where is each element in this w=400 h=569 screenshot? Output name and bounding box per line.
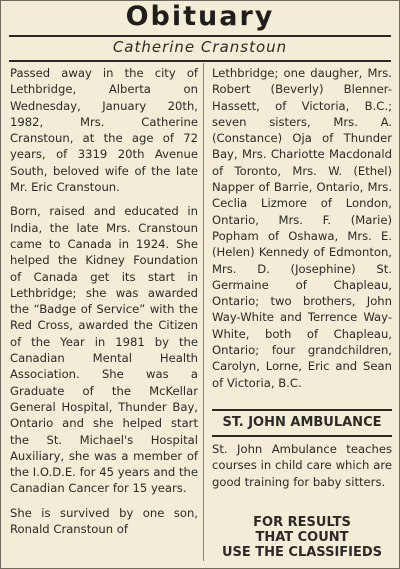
- box-rule-bottom: [212, 435, 392, 437]
- obituary-paragraph-biography: Born, raised and educated in India, the late Mrs. Cranstoun came to Canada in 1924. She helped the Kidney Foundation of Canada get its start in Lethbridge; she was awarded the “Badge of Service” with the Red Cross, awarded the Citizen of the Year in 1981 by the Canadian Mental Health Association. She was a Graduate of the McKellar General Hospital, Thunder Bay, Ontario and she helped start the St. Michael's Hospital Auxiliary, she was a member of the I.O.D.E. for 45 years and the Canadian Cancer for 15 years.: [10, 204, 198, 496]
- classifieds-ad: [212, 515, 392, 560]
- st-john-ambulance-heading: ST. JOHN AMBULANCE: [222, 415, 382, 430]
- obituary-paragraph-survivors: She is survived by one son, Ronald Cranstoun of: [10, 505, 198, 537]
- classifieds-ad-line-2: THAT COUNT: [255, 530, 349, 545]
- page-title: Obituary: [125, 1, 275, 32]
- header-rule-bottom: [9, 60, 391, 62]
- column-divider: [203, 63, 204, 561]
- obituary-column-right: [212, 65, 392, 399]
- obituary-paragraph-survivors-continued: Lethbridge; one daugher, Mrs. Robert (Beverly) Blenner-Hassett, of Victoria, B.C.; seven sisters, Mrs. A. (Constance) Oja of Thunder Bay, Mrs. Chariotte Macdonald of Toronto, Mrs. W. (Ethel) Napper of Barrie, Ontario, Mrs. Ceclia Lizmore of London, Ontario, Mrs. F. (Marie) Popham of Oshawa, Mrs. E. (Helen) Kennedy of Edmonton, Mrs. D. (Josephine) St. Germaine of Chapleau, Ontario; two brothers, John Way-White and Terrence Way-White, both of Chapleau, Ontario; four grandchildren, Carolyn, Lorne, Eric and Sean of Victoria, B.C.: [212, 66, 392, 390]
- classifieds-ad-line-1: FOR RESULTS: [253, 515, 351, 530]
- masthead: [1, 1, 399, 33]
- deceased-name: Catherine Cranstoun: [112, 38, 288, 56]
- obituary-paragraph-death-notice: Passed away in the city of Lethbridge, Alberta on Wednesday, January 20th, 1982, Mrs. Catherine Cranstoun, at the age of 72 years, of 3319 20th Avenue South, beloved wife of the late Mr. Eric Cranstoun.: [10, 66, 198, 195]
- st-john-ambulance-text: St. John Ambulance teaches courses in child care which are good training for baby sitters.: [212, 442, 392, 489]
- st-john-ambulance-box: [212, 409, 392, 490]
- obituary-column-left: [10, 65, 198, 545]
- box-rule-top: [212, 409, 392, 411]
- classifieds-ad-line-3: USE THE CLASSIFIEDS: [221, 545, 383, 560]
